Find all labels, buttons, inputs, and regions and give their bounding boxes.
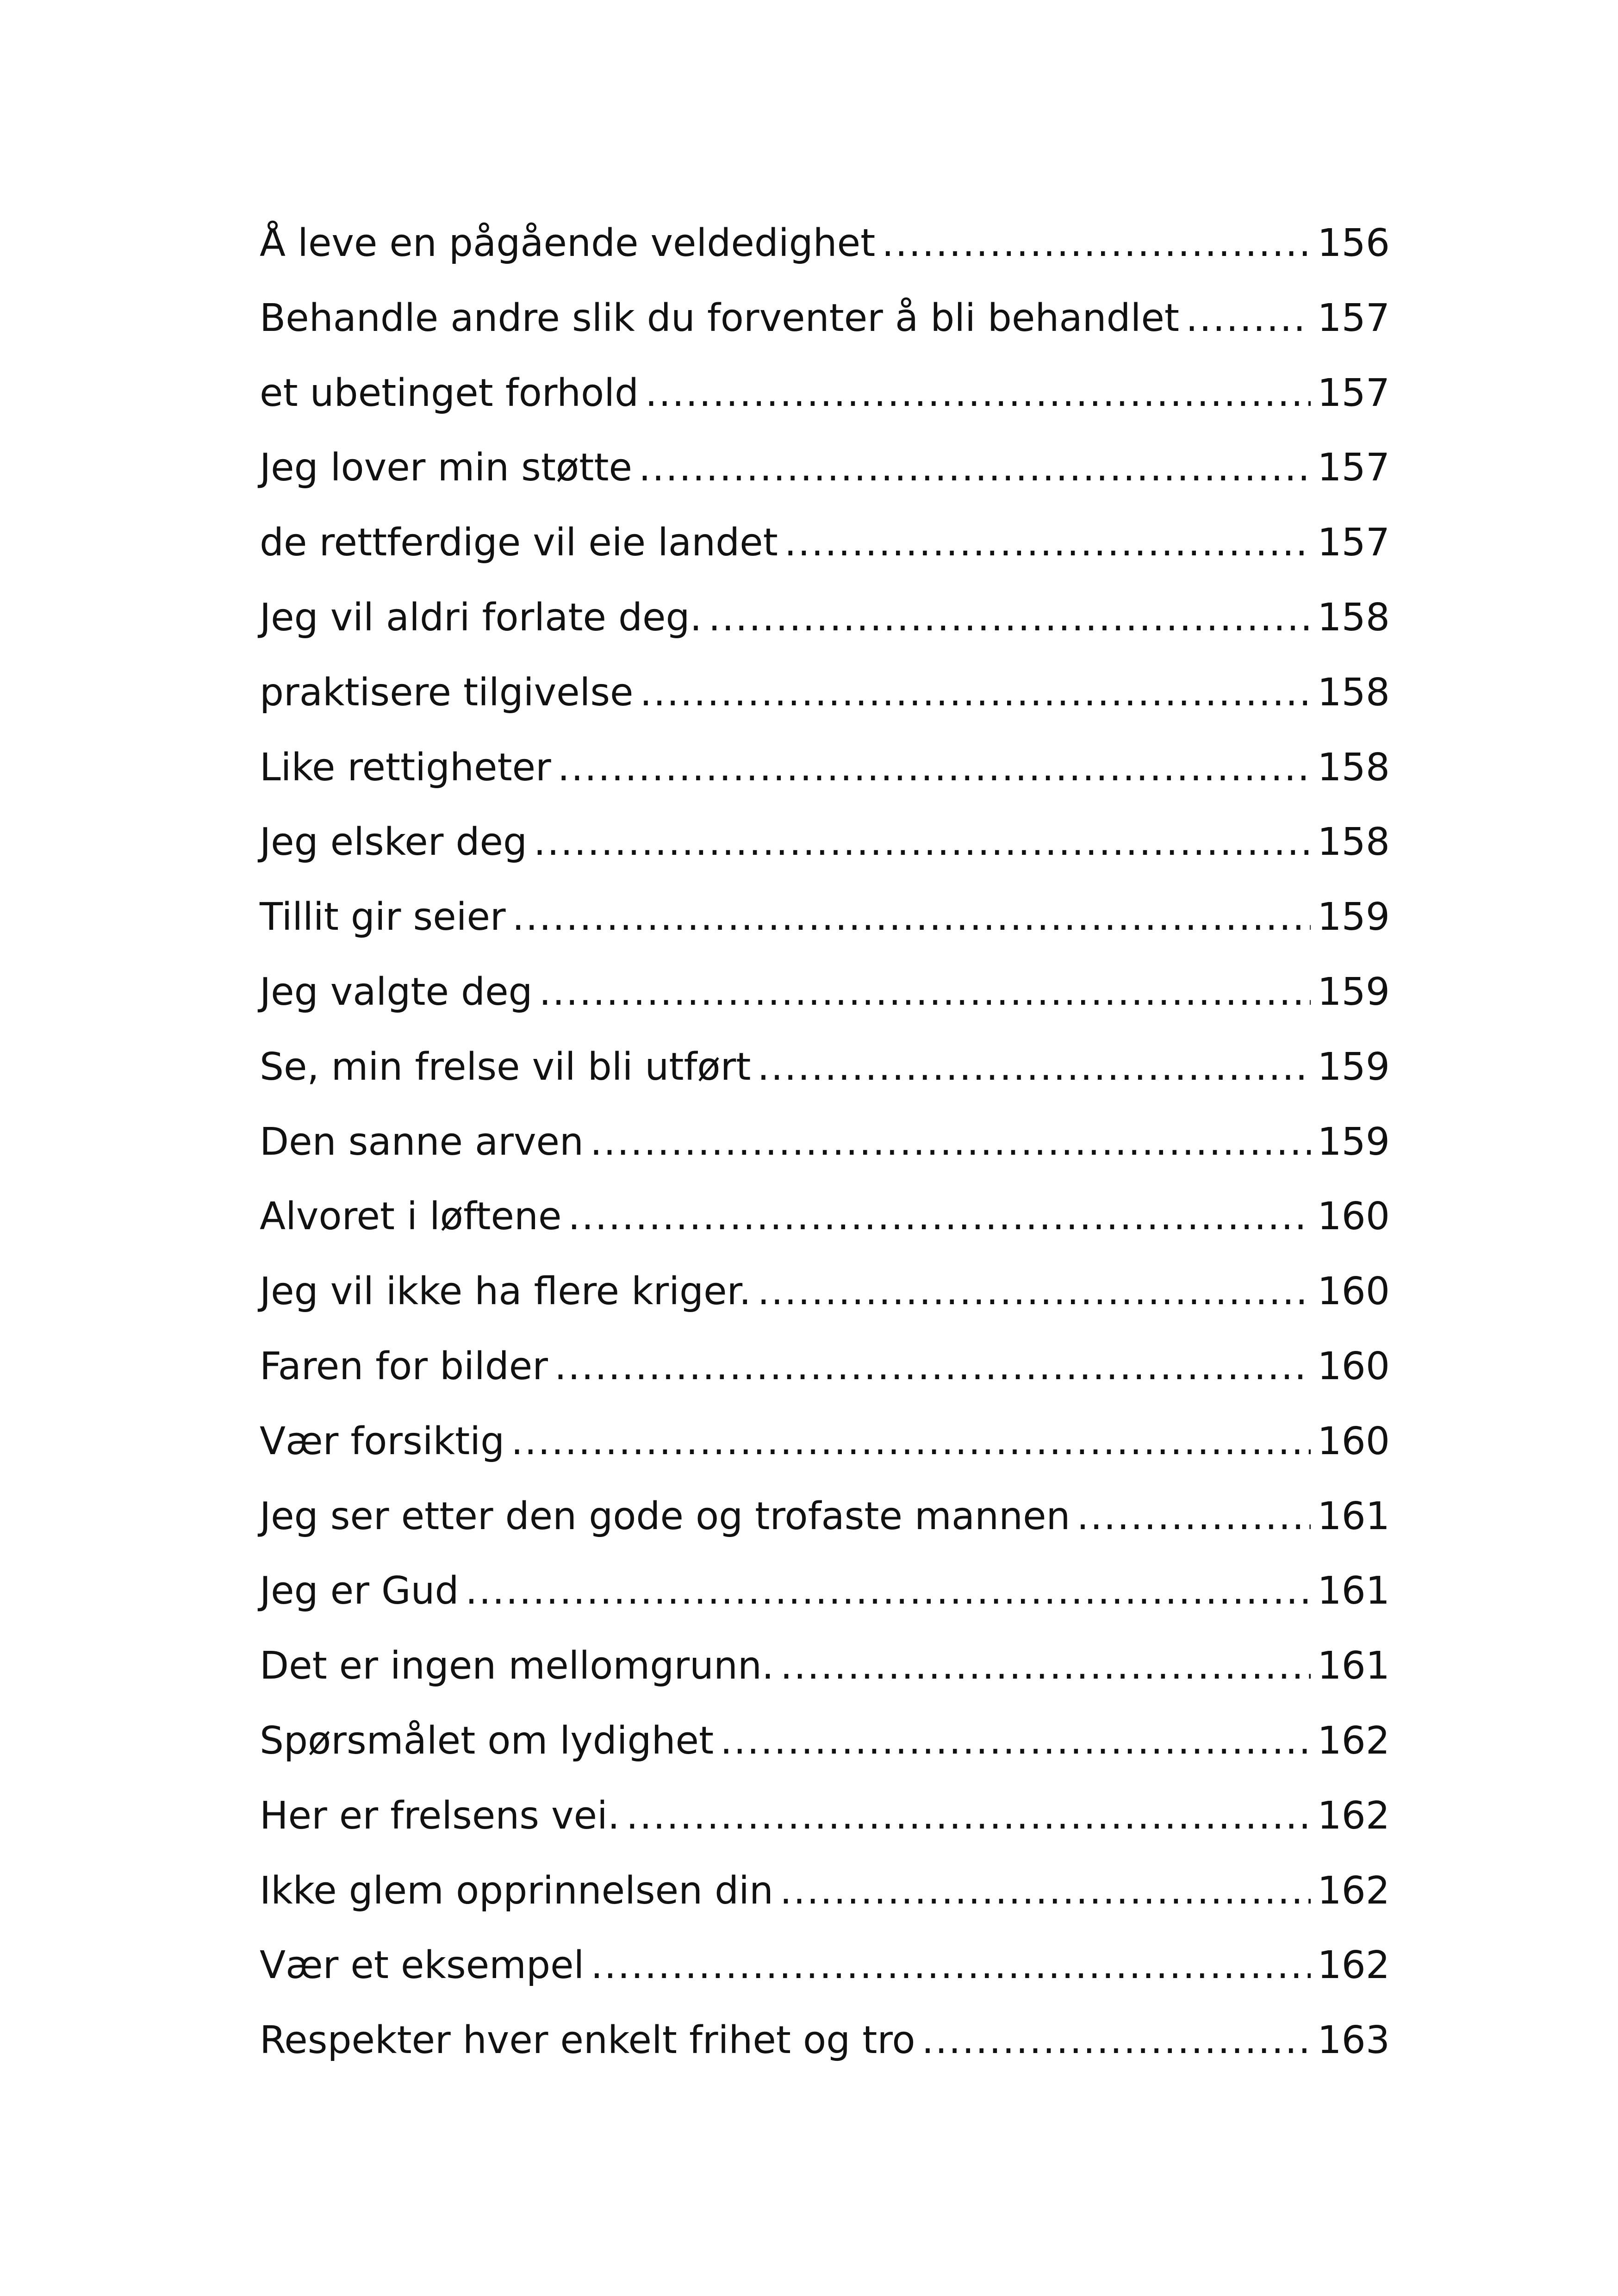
toc-entry-page: 161	[1317, 1569, 1390, 1613]
toc-entry-title: Det er ingen mellomgrunn.	[260, 1644, 774, 1688]
toc-entry-page: 162	[1317, 1943, 1390, 1988]
toc-entry-title: praktisere tilgivelse	[260, 670, 634, 715]
toc-entry-page: 160	[1317, 1195, 1390, 1239]
toc-entry[interactable]	[260, 1629, 1390, 1704]
toc-entry-page: 159	[1317, 895, 1390, 940]
toc-leader-dots	[1186, 281, 1311, 356]
toc-entry-title: Like rettigheter	[260, 745, 551, 790]
toc-entry-title: et ubetinget forhold	[260, 371, 639, 415]
toc-entry-title: Alvoret i løftene	[260, 1195, 562, 1239]
toc-entry[interactable]	[260, 730, 1390, 805]
toc-entry-title: Jeg er Gud	[260, 1569, 459, 1613]
toc-entry-title: Jeg vil aldri forlate deg.	[260, 595, 702, 640]
toc-entry-page: 158	[1317, 820, 1390, 865]
toc-leader-dots	[591, 1928, 1311, 2003]
toc-entry[interactable]	[260, 430, 1390, 505]
toc-leader-dots	[1077, 1479, 1311, 1554]
toc-leader-dots	[511, 1404, 1311, 1479]
toc-entry-page: 162	[1317, 1718, 1390, 1763]
toc-entry[interactable]	[260, 356, 1390, 431]
toc-leader-dots	[568, 1179, 1311, 1254]
toc-leader-dots	[922, 2003, 1311, 2078]
toc-leader-dots	[709, 580, 1311, 655]
toc-entry-page: 158	[1317, 595, 1390, 640]
toc-entry-title: Se, min frelse vil bli utført	[260, 1045, 751, 1089]
toc-entry[interactable]	[260, 880, 1390, 955]
toc-entry-page: 161	[1317, 1494, 1390, 1538]
toc-entry-title: Jeg vil ikke ha flere kriger.	[260, 1269, 751, 1314]
toc-entry[interactable]	[260, 1779, 1390, 1854]
toc-entry-title: Vær et eksempel	[260, 1943, 585, 1988]
toc-entry-title: Ikke glem opprinnelsen din	[260, 1868, 773, 1913]
toc-entry-page: 158	[1317, 670, 1390, 715]
toc-entry[interactable]	[260, 1928, 1390, 2003]
toc-entry[interactable]	[260, 1179, 1390, 1254]
toc-leader-dots	[639, 430, 1311, 505]
toc-entry[interactable]	[260, 505, 1390, 580]
toc-entry-title: Vær forsiktig	[260, 1419, 505, 1463]
toc-leader-dots	[539, 955, 1311, 1030]
toc-entry-page: 160	[1317, 1344, 1390, 1388]
toc-entry[interactable]	[260, 206, 1390, 281]
toc-entry[interactable]	[260, 1105, 1390, 1180]
toc-entry-page: 156	[1317, 221, 1390, 265]
toc-entry[interactable]	[260, 281, 1390, 356]
toc-entry-title: Jeg elsker deg	[260, 820, 528, 865]
toc-entry-page: 161	[1317, 1644, 1390, 1688]
toc-leader-dots	[534, 805, 1311, 880]
toc-entry[interactable]	[260, 580, 1390, 655]
toc-entry-page: 160	[1317, 1269, 1390, 1314]
table-of-contents	[260, 206, 1390, 2078]
toc-entry[interactable]	[260, 1479, 1390, 1554]
toc-leader-dots	[720, 1704, 1311, 1779]
toc-leader-dots	[558, 730, 1311, 805]
toc-entry-page: 160	[1317, 1419, 1390, 1463]
toc-entry[interactable]	[260, 805, 1390, 880]
toc-entry[interactable]	[260, 1554, 1390, 1629]
toc-entry-title: Jeg lover min støtte	[260, 446, 632, 490]
toc-entry[interactable]	[260, 1404, 1390, 1479]
toc-entry-page: 158	[1317, 745, 1390, 790]
toc-leader-dots	[626, 1779, 1311, 1854]
toc-leader-dots	[512, 880, 1311, 955]
toc-entry-page: 163	[1317, 2018, 1390, 2063]
toc-entry-title: Faren for bilder	[260, 1344, 548, 1388]
toc-entry-page: 157	[1317, 296, 1390, 340]
toc-leader-dots	[590, 1105, 1311, 1180]
toc-entry-title: Her er frelsens vei.	[260, 1793, 620, 1838]
toc-leader-dots	[645, 356, 1311, 431]
toc-entry[interactable]	[260, 1030, 1390, 1105]
toc-leader-dots	[554, 1329, 1311, 1404]
toc-entry[interactable]	[260, 1854, 1390, 1929]
toc-entry[interactable]	[260, 1704, 1390, 1779]
toc-entry[interactable]	[260, 1254, 1390, 1329]
toc-entry-title: de rettferdige vil eie landet	[260, 521, 778, 565]
toc-entry-page: 162	[1317, 1868, 1390, 1913]
toc-entry-title: Jeg valgte deg	[260, 970, 533, 1014]
toc-leader-dots	[757, 1030, 1311, 1105]
toc-entry-title: Den sanne arven	[260, 1120, 584, 1164]
toc-entry-title: Jeg ser etter den gode og trofaste mannen	[260, 1494, 1070, 1538]
toc-entry[interactable]	[260, 2003, 1390, 2078]
toc-entry-page: 157	[1317, 521, 1390, 565]
toc-leader-dots	[640, 655, 1311, 730]
toc-leader-dots	[780, 1854, 1311, 1929]
toc-entry[interactable]	[260, 1329, 1390, 1404]
toc-entry[interactable]	[260, 955, 1390, 1030]
toc-leader-dots	[784, 505, 1311, 580]
toc-leader-dots	[466, 1554, 1311, 1629]
toc-leader-dots	[758, 1254, 1311, 1329]
toc-entry-title: Å leve en pågående veldedighet	[260, 221, 876, 265]
toc-entry-page: 159	[1317, 1120, 1390, 1164]
toc-entry-title: Tillit gir seier	[260, 895, 506, 940]
toc-entry-page: 159	[1317, 1045, 1390, 1089]
toc-entry-page: 162	[1317, 1793, 1390, 1838]
toc-entry-title: Behandle andre slik du forventer å bli behandlet	[260, 296, 1180, 340]
toc-entry-title: Respekter hver enkelt frihet og tro	[260, 2018, 915, 2063]
toc-leader-dots	[780, 1629, 1311, 1704]
toc-entry-page: 157	[1317, 446, 1390, 490]
toc-entry-title: Spørsmålet om lydighet	[260, 1718, 714, 1763]
toc-entry[interactable]	[260, 655, 1390, 730]
toc-leader-dots	[882, 206, 1311, 281]
toc-entry-page: 159	[1317, 970, 1390, 1014]
toc-entry-page: 157	[1317, 371, 1390, 415]
